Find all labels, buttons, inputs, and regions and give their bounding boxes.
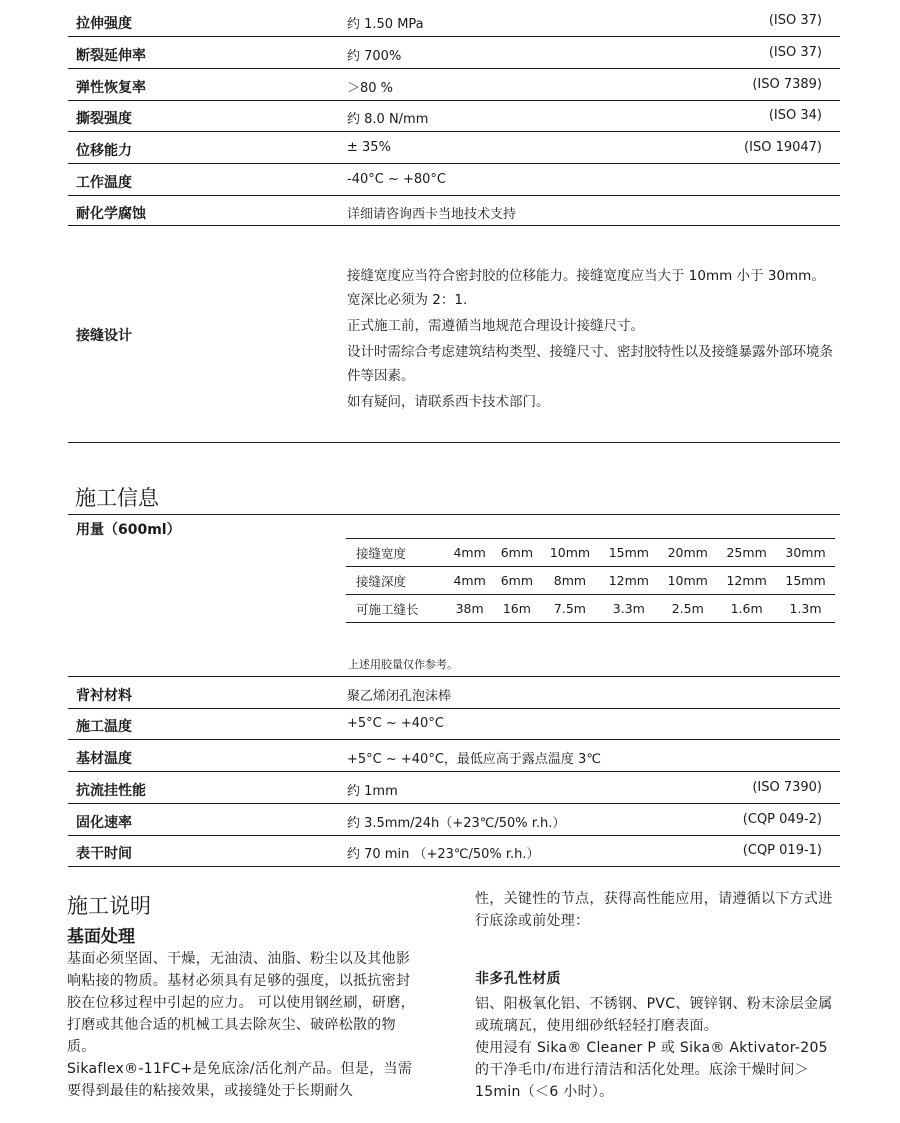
property-standard: (ISO 34) (768, 108, 822, 123)
property-value: 约 8.0 N/mm (347, 112, 429, 127)
usage-cell: 30mm (776, 539, 835, 567)
body-paragraph: 使用浸有 Sika® Cleaner P 或 Sika® Aktivator-205 的干净毛巾/布进行清洁和活化处理。底涂干燥时间＞15min（＜6 小时）。 (475, 1040, 828, 1100)
usage-note: 上述用胶量仅作参考。 (348, 658, 458, 671)
section-title-application-info: 施工信息 (75, 486, 159, 510)
instructions-left-column (67, 948, 422, 1102)
usage-cell: 20mm (658, 539, 717, 567)
property-label: 基材温度 (76, 751, 132, 767)
property-label: 工作温度 (76, 175, 132, 191)
usage-table-row (346, 567, 835, 595)
usage-row-head: 可施工缝长 (346, 595, 446, 623)
property-row (68, 70, 840, 101)
property-row (68, 741, 840, 772)
usage-cell: 6mm (493, 567, 540, 595)
joint-design-paragraph: 接缝宽度应当符合密封胶的位移能力。接缝宽度应当大于 10mm 小于 30mm。宽深比必须为 2：1. (347, 268, 825, 308)
usage-cell: 10mm (658, 567, 717, 595)
joint-design-label: 接缝设计 (76, 328, 132, 344)
property-label: 表干时间 (76, 846, 132, 862)
section-divider (68, 676, 840, 677)
usage-cell: 12mm (717, 567, 776, 595)
usage-cell: 12mm (599, 567, 658, 595)
body-paragraph: Sikaflex®-11FC+是免底涂/活化剂产品。但是，当需要得到最佳的粘接效果，或接缝处于长期耐久 (67, 1061, 413, 1099)
property-value: -40°C ~ +80°C (347, 172, 446, 187)
property-value: 约 700% (347, 49, 402, 64)
body-paragraph: 铝、阳极氧化铝、不锈钢、PVC、镀锌钢、粉末涂层金属或琉璃瓦，使用细砂纸轻轻打磨表面。 (475, 996, 833, 1034)
property-row (68, 805, 840, 836)
property-standard: (ISO 7390) (752, 780, 822, 795)
usage-cell: 6mm (493, 539, 540, 567)
property-standard: (ISO 7389) (752, 77, 822, 92)
usage-cell: 15mm (776, 567, 835, 595)
usage-row-head: 接缝宽度 (346, 539, 446, 567)
usage-cell: 38m (446, 595, 493, 623)
property-label: 施工温度 (76, 719, 132, 735)
joint-design-text (347, 264, 837, 416)
property-row (68, 38, 840, 69)
property-standard: (ISO 37) (768, 45, 822, 60)
usage-cell: 8mm (541, 567, 600, 595)
property-value: 约 1mm (347, 784, 398, 799)
property-value: ＞80 % (347, 81, 394, 96)
joint-design-paragraph: 正式施工前，需遵循当地规范合理设计接缝尺寸。 (347, 318, 644, 334)
property-row (68, 773, 840, 804)
usage-cell: 4mm (446, 567, 493, 595)
property-label: 拉伸强度 (76, 16, 132, 32)
usage-cell: 1.6m (717, 595, 776, 623)
subsection-title-nonporous: 非多孔性材质 (475, 971, 561, 987)
property-value: 详细请咨询西卡当地技术支持 (347, 207, 517, 222)
section-title-instructions: 施工说明 (67, 894, 151, 918)
property-value: +5°C ~ +40°C，最低应高于露点温度 3℃ (347, 752, 601, 767)
usage-label: 用量（600ml） (76, 522, 181, 538)
usage-row-head: 接缝深度 (346, 567, 446, 595)
property-standard: (ISO 37) (768, 13, 822, 28)
property-value: 聚乙烯闭孔泡沫棒 (347, 689, 452, 704)
usage-table-row (346, 539, 835, 567)
instructions-right-column (475, 888, 837, 1103)
section-divider (68, 514, 840, 515)
property-row (68, 836, 840, 867)
usage-table-row (346, 595, 835, 623)
usage-cell: 3.3m (599, 595, 658, 623)
property-row (68, 101, 840, 132)
property-standard: (ISO 19047) (744, 140, 822, 155)
property-row (68, 6, 840, 37)
property-value: 约 70 min （+23℃/50% r.h.） (347, 847, 540, 862)
property-row (68, 165, 840, 196)
property-label: 位移能力 (76, 143, 132, 159)
property-label: 弹性恢复率 (76, 80, 146, 96)
usage-table (346, 538, 835, 623)
usage-cell: 10mm (541, 539, 600, 567)
usage-cell: 25mm (717, 539, 776, 567)
property-value: 约 3.5mm/24h（+23℃/50% r.h.） (347, 816, 566, 831)
body-paragraph: 性，关键性的节点，获得高性能应用，请遵循以下方式进行底涂或前处理： (475, 891, 833, 929)
usage-cell: 2.5m (658, 595, 717, 623)
usage-cell: 15mm (599, 539, 658, 567)
joint-design-block (68, 225, 840, 443)
property-label: 断裂延伸率 (76, 48, 146, 64)
property-row (68, 133, 840, 164)
property-standard: (CQP 019-1) (742, 843, 822, 858)
property-standard: (CQP 049-2) (742, 812, 822, 827)
property-label: 耐化学腐蚀 (76, 206, 146, 222)
body-paragraph: 基面必须坚固、干燥，无油渍、油脂、粉尘以及其他影响粘接的物质。基材必须具有足够的强度，以抵抗密封胶在位移过程中引起的应力。 可以使用钢丝刷，研磨，打磨或其他合适的机械工具去除灰尘、破碎松散的物质。 (67, 951, 415, 1055)
property-row (68, 709, 840, 740)
property-label: 背衬材料 (76, 688, 132, 704)
subsection-title-substrate: 基面处理 (67, 927, 135, 947)
usage-cell: 4mm (446, 539, 493, 567)
usage-cell: 16m (493, 595, 540, 623)
property-row (68, 678, 840, 709)
property-value: 约 1.50 MPa (347, 17, 424, 32)
property-row (68, 196, 840, 227)
property-value: +5°C ~ +40°C (347, 716, 444, 731)
joint-design-paragraph: 如有疑问，请联系西卡技术部门。 (347, 394, 550, 410)
property-label: 固化速率 (76, 815, 132, 831)
usage-cell: 7.5m (541, 595, 600, 623)
usage-cell: 1.3m (776, 595, 835, 623)
joint-design-paragraph: 设计时需综合考虑建筑结构类型、接缝尺寸、密封胶特性以及接缝暴露外部环境条件等因素。 (347, 344, 833, 384)
property-label: 抗流挂性能 (76, 783, 146, 799)
property-label: 撕裂强度 (76, 111, 132, 127)
property-value: ± 35% (347, 140, 391, 155)
